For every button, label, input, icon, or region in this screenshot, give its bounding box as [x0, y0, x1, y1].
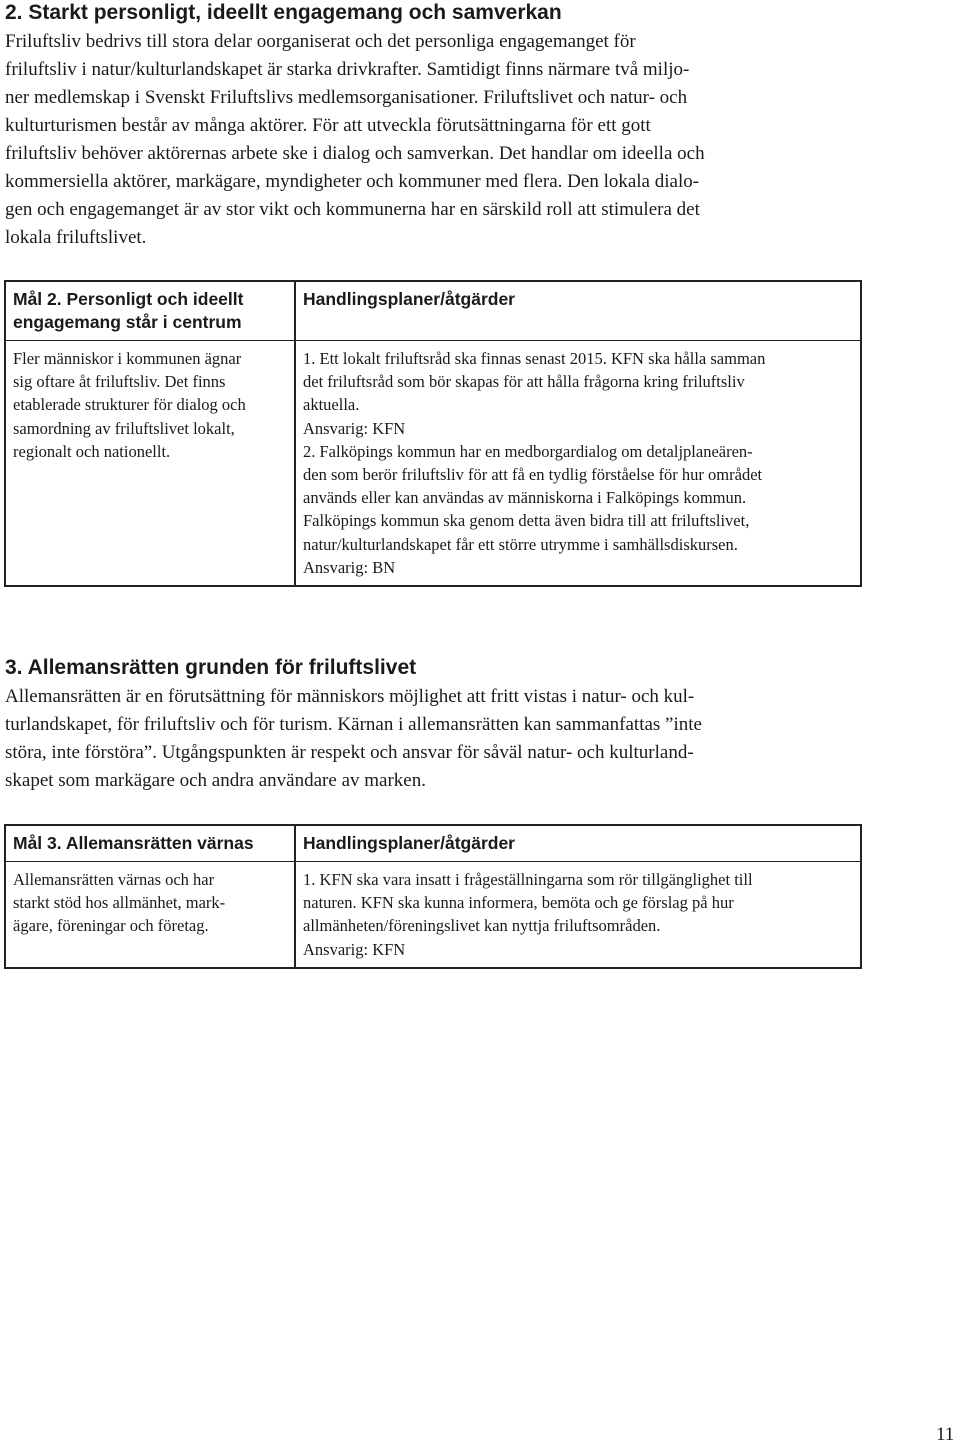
section-3-body	[5, 683, 955, 795]
goal-2-actions-header-cell	[295, 281, 861, 341]
page-number: 11	[936, 1424, 955, 1445]
action-line: 1. Ett lokalt friluftsråd ska finnas senast 2015. KFN ska hålla samman	[303, 349, 766, 368]
body-line: lokala friluftslivet.	[5, 227, 147, 248]
goal-2-text-line: Fler människor i kommunen ägnar	[13, 349, 242, 368]
goal-3-text-line: starkt stöd hos allmänhet, mark-	[13, 893, 226, 913]
goal-3-text-line: Allemansrätten värnas och har	[13, 870, 215, 889]
action-line: det friluftsråd som bör skapas för att hålla frågorna kring friluftsliv	[303, 372, 745, 392]
action-line: Ansvarig: KFN	[303, 418, 406, 438]
goal-2-text-line: samordning av friluftslivet lokalt,	[13, 418, 235, 438]
action-line: används eller kan användas av människorna i Falköpings kommun.	[303, 488, 747, 508]
action-line: naturen. KFN ska kunna informera, bemöta och ge förslag på hur	[303, 893, 734, 913]
actions-header: Handlingsplaner/åtgärder	[303, 289, 515, 309]
goal-2-text-line: etablerade strukturer för dialog och	[13, 395, 246, 415]
goal-3-table	[4, 824, 862, 969]
section-2-title: 2. Starkt personligt, ideellt engagemang och samverkan	[5, 1, 562, 24]
goal-3-actions-header-cell	[295, 825, 861, 862]
goal-2-header-line: engagemang står i centrum	[13, 312, 242, 332]
goal-2-text-line: sig oftare åt friluftsliv. Det finns	[13, 372, 226, 392]
action-line: 1. KFN ska vara insatt i frågeställningarna som rör tillgänglighet till	[303, 870, 753, 889]
body-line: turlandskapet, för friluftsliv och för turism. Kärnan i allemansrätten kan sammanfattas ”inte	[5, 714, 702, 735]
action-line: aktuella.	[303, 395, 360, 415]
goal-3-header-cell	[5, 825, 295, 862]
action-line: Ansvarig: BN	[303, 557, 396, 577]
action-line: 2. Falköpings kommun har en medborgardialog om detaljplaneären-	[303, 441, 753, 461]
goal-2-description-cell	[5, 341, 295, 587]
action-line: Ansvarig: KFN	[303, 939, 406, 959]
body-line: Friluftsliv bedrivs till stora delar oorganiserat och det personliga engagemanget för	[5, 31, 636, 52]
goal-2-table	[4, 280, 862, 587]
goal-2-actions-cell	[295, 341, 861, 587]
body-line: skapet som markägare och andra användare av marken.	[5, 770, 426, 791]
body-line: kulturturismen består av många aktörer. För att utveckla förutsättningarna för ett gott	[5, 115, 651, 136]
goal-3-header-line: Mål 3. Allemansrätten värnas	[13, 833, 254, 853]
goal-3-description-cell	[5, 862, 295, 968]
body-line: friluftsliv i natur/kulturlandskapet är starka drivkrafter. Samtidigt finns närmare två miljo-	[5, 59, 690, 80]
goal-3-actions-cell	[295, 862, 861, 968]
section-2-body	[5, 28, 955, 252]
body-line: gen och engagemanget är av stor vikt och kommunerna har en särskild roll att stimulera det	[5, 199, 700, 220]
goal-2-text-line: regionalt och nationellt.	[13, 441, 171, 461]
action-line: Falköpings kommun ska genom detta även bidra till att friluftslivet,	[303, 511, 750, 531]
actions-header: Handlingsplaner/åtgärder	[303, 833, 515, 853]
goal-3-text-line: ägare, föreningar och företag.	[13, 916, 209, 936]
goal-2-header-cell	[5, 281, 295, 341]
action-line: allmänheten/föreningslivet kan nyttja friluftsområden.	[303, 916, 661, 936]
section-3-title: 3. Allemansrätten grunden för friluftslivet	[5, 656, 417, 679]
body-line: Allemansrätten är en förutsättning för människors möjlighet att fritt vistas i natur- och kul-	[5, 686, 695, 707]
body-line: friluftsliv behöver aktörernas arbete ske i dialog och samverkan. Det handlar om ideella och	[5, 143, 705, 164]
action-line: natur/kulturlandskapet får ett större utrymme i samhällsdiskursen.	[303, 534, 738, 554]
goal-2-header-line: Mål 2. Personligt och ideellt	[13, 289, 244, 309]
body-line: störa, inte förstöra”. Utgångspunkten är respekt och ansvar för såväl natur- och kulturland-	[5, 742, 694, 763]
body-line: kommersiella aktörer, markägare, myndigheter och kommuner med flera. Den lokala dialo-	[5, 171, 700, 192]
action-line: den som berör friluftsliv för att få en tydlig förståelse för hur området	[303, 465, 763, 485]
body-line: ner medlemskap i Svenskt Friluftslivs medlemsorganisationer. Friluftslivet och natur- och	[5, 87, 688, 108]
